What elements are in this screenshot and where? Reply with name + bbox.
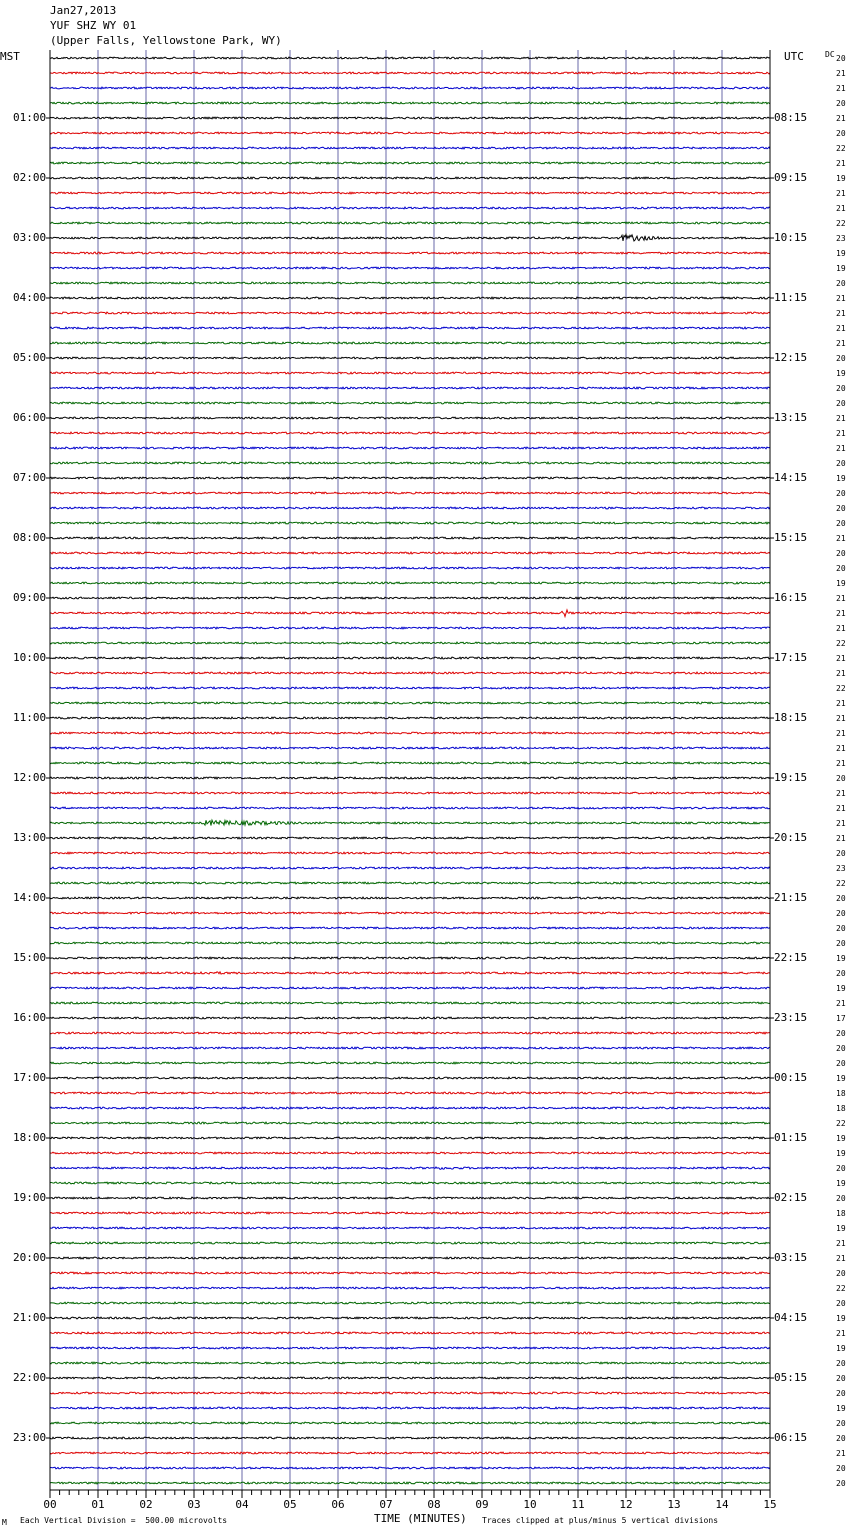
dc-offset-label: 21 (836, 1239, 846, 1248)
trace-line (50, 747, 770, 749)
dc-offset-label: 19 (836, 474, 846, 483)
dc-offset-label: 19 (836, 1179, 846, 1188)
dc-offset-label: 21 (836, 339, 846, 348)
trace-line (50, 342, 770, 344)
trace-line (50, 1062, 770, 1064)
dc-offset-label: 20 (836, 54, 846, 63)
trace-line (50, 1377, 770, 1379)
header-date: Jan27,2013 (50, 4, 117, 17)
dc-offset-label: 20 (836, 1299, 846, 1308)
trace-line (50, 1167, 770, 1169)
trace-line (50, 447, 770, 449)
trace-line (50, 597, 770, 599)
x-tick-label: 15 (763, 1498, 777, 1511)
clip-note: Traces clipped at plus/minus 5 vertical divisions (482, 1516, 719, 1525)
x-tick-label: 02 (139, 1498, 153, 1511)
trace-line (50, 177, 770, 179)
trace-line (50, 1122, 770, 1124)
right-hour-label: 18:15 (774, 711, 808, 724)
trace-line (50, 1197, 770, 1199)
left-hour-label: 01:00 (13, 111, 47, 124)
trace-line (50, 162, 770, 164)
dc-offset-label: 19 (836, 1224, 846, 1233)
trace-line (50, 252, 770, 254)
trace-line (50, 717, 770, 719)
dc-offset-label: 19 (836, 579, 846, 588)
dc-offset-label: 18 (836, 1104, 846, 1113)
trace-line (50, 234, 770, 241)
x-tick-label: 13 (667, 1498, 681, 1511)
trace-line (50, 582, 770, 584)
dc-offset-label: 17 (836, 1014, 846, 1023)
left-hour-label: 18:00 (13, 1131, 47, 1144)
trace-line (50, 87, 770, 89)
trace-line (50, 792, 770, 794)
dc-offset-label: 21 (836, 294, 846, 303)
trace-line (50, 657, 770, 659)
left-hour-label: 14:00 (13, 891, 47, 904)
trace-line (50, 327, 770, 329)
trace-line (50, 687, 770, 689)
dc-offset-label: 21 (836, 789, 846, 798)
trace-line (50, 117, 770, 119)
right-hour-label: 22:15 (774, 951, 808, 964)
trace-line (50, 1332, 770, 1334)
left-hour-label: 08:00 (13, 531, 47, 544)
right-hour-label: 05:15 (774, 1371, 808, 1384)
trace-line (50, 567, 770, 569)
dc-offset-label: 20 (836, 1419, 846, 1428)
dc-offset-label: 20 (836, 1464, 846, 1473)
dc-offset-label: 18 (836, 1089, 846, 1098)
dc-offset-label: 20 (836, 279, 846, 288)
right-hour-label: 23:15 (774, 1011, 808, 1024)
dc-offset-label: 20 (836, 969, 846, 978)
dc-offset-label: 20 (836, 894, 846, 903)
right-hour-label: 00:15 (774, 1071, 808, 1084)
trace-line (50, 1347, 770, 1349)
dc-offset-label: 22 (836, 879, 846, 888)
trace-line (50, 912, 770, 914)
left-hour-label: 21:00 (13, 1311, 47, 1324)
dc-offset-label: 20 (836, 1374, 846, 1383)
right-hour-label: 12:15 (774, 351, 808, 364)
trace-line (50, 507, 770, 509)
dc-offset-label: 22 (836, 219, 846, 228)
dc-offset-label: 22 (836, 684, 846, 693)
trace-line (50, 1452, 770, 1454)
left-hour-label: 07:00 (13, 471, 47, 484)
trace-line (50, 1092, 770, 1094)
dc-offset-label: 19 (836, 249, 846, 258)
dc-offset-label: 20 (836, 1389, 846, 1398)
dc-offset-label: 19 (836, 174, 846, 183)
dc-offset-label: 21 (836, 159, 846, 168)
dc-offset-label: 20 (836, 1434, 846, 1443)
dc-label: DC (825, 50, 835, 59)
dc-offset-label: 19 (836, 1344, 846, 1353)
dc-offset-label: 21 (836, 594, 846, 603)
dc-offset-label: 20 (836, 1164, 846, 1173)
right-hour-label: 20:15 (774, 831, 808, 844)
dc-offset-label: 20 (836, 354, 846, 363)
left-hour-label: 06:00 (13, 411, 47, 424)
dc-offset-label: 21 (836, 414, 846, 423)
dc-offset-label: 22 (836, 639, 846, 648)
dc-offset-label: 19 (836, 954, 846, 963)
dc-offset-label: 23 (836, 864, 846, 873)
trace-line (50, 1182, 770, 1184)
right-hour-label: 03:15 (774, 1251, 808, 1264)
trace-line (50, 387, 770, 389)
dc-offset-label: 21 (836, 669, 846, 678)
x-tick-label: 03 (187, 1498, 201, 1511)
trace-line (50, 972, 770, 974)
dc-offset-label: 19 (836, 1404, 846, 1413)
x-tick-label: 11 (571, 1498, 585, 1511)
dc-offset-label: 20 (836, 1059, 846, 1068)
left-hour-label: 17:00 (13, 1071, 47, 1084)
dc-offset-label: 21 (836, 609, 846, 618)
dc-offset-label: 19 (836, 984, 846, 993)
dc-offset-label: 20 (836, 1044, 846, 1053)
dc-offset-label: 21 (836, 759, 846, 768)
trace-line (50, 942, 770, 944)
trace-line (50, 672, 770, 674)
dc-offset-label: 20 (836, 1029, 846, 1038)
trace-line (50, 867, 770, 869)
header-station: YUF SHZ WY 01 (50, 19, 137, 32)
trace-line (50, 417, 770, 419)
dc-offset-label: 19 (836, 1134, 846, 1143)
x-axis-title: TIME (MINUTES) (374, 1512, 467, 1525)
dc-offset-label: 21 (836, 744, 846, 753)
dc-offset-label: 20 (836, 1359, 846, 1368)
right-hour-label: 14:15 (774, 471, 808, 484)
x-tick-label: 14 (715, 1498, 729, 1511)
right-hour-label: 10:15 (774, 231, 808, 244)
dc-offset-label: 21 (836, 534, 846, 543)
dc-offset-label: 21 (836, 444, 846, 453)
left-hour-label: 15:00 (13, 951, 47, 964)
trace-line (50, 207, 770, 209)
dc-offset-label: 18 (836, 1209, 846, 1218)
trace-line (50, 807, 770, 809)
trace-line (50, 837, 770, 839)
left-axis-label: MST (0, 50, 20, 63)
dc-offset-label: 20 (836, 399, 846, 408)
trace-line (50, 552, 770, 554)
right-hour-label: 13:15 (774, 411, 808, 424)
trace-line (50, 462, 770, 464)
trace-line (50, 610, 770, 617)
trace-line (50, 1152, 770, 1154)
dc-offset-label: 21 (836, 804, 846, 813)
trace-line (50, 1467, 770, 1469)
trace-line (50, 537, 770, 539)
trace-line (50, 267, 770, 269)
dc-offset-label: 21 (836, 699, 846, 708)
trace-line (50, 927, 770, 929)
trace-line (50, 987, 770, 989)
dc-offset-label: 21 (836, 1449, 846, 1458)
right-hour-label: 19:15 (774, 771, 808, 784)
left-hour-label: 12:00 (13, 771, 47, 784)
scale-note: Each Vertical Division = 500.00 microvolts (20, 1516, 228, 1525)
left-hour-label: 04:00 (13, 291, 47, 304)
x-tick-label: 07 (379, 1498, 393, 1511)
dc-offset-label: 20 (836, 129, 846, 138)
dc-offset-label: 20 (836, 489, 846, 498)
trace-line (50, 1137, 770, 1139)
trace-line (50, 1032, 770, 1034)
dc-offset-label: 20 (836, 924, 846, 933)
left-hour-label: 05:00 (13, 351, 47, 364)
right-hour-label: 17:15 (774, 651, 808, 664)
left-hour-label: 02:00 (13, 171, 47, 184)
trace-line (50, 1437, 770, 1439)
right-hour-label: 11:15 (774, 291, 808, 304)
dc-offset-label: 21 (836, 1329, 846, 1338)
trace-line (50, 477, 770, 479)
trace-line (50, 102, 770, 104)
right-hour-label: 21:15 (774, 891, 808, 904)
dc-offset-label: 22 (836, 144, 846, 153)
dc-offset-label: 21 (836, 834, 846, 843)
trace-line (50, 222, 770, 224)
dc-offset-label: 20 (836, 459, 846, 468)
dc-offset-label: 21 (836, 324, 846, 333)
dc-offset-label: 21 (836, 69, 846, 78)
dc-offset-label: 19 (836, 1314, 846, 1323)
trace-line (50, 372, 770, 374)
trace-line (50, 642, 770, 644)
dc-offset-label: 21 (836, 624, 846, 633)
trace-line (50, 1242, 770, 1244)
trace-line (50, 522, 770, 524)
right-hour-label: 01:15 (774, 1131, 808, 1144)
left-hour-label: 11:00 (13, 711, 47, 724)
x-tick-label: 10 (523, 1498, 537, 1511)
trace-line (50, 312, 770, 314)
trace-line (50, 72, 770, 74)
trace-line (50, 432, 770, 434)
trace-line (50, 1227, 770, 1229)
trace-line (50, 1392, 770, 1394)
dc-offset-label: 21 (836, 999, 846, 1008)
trace-line (50, 1422, 770, 1424)
dc-offset-label: 22 (836, 1284, 846, 1293)
right-hour-label: 04:15 (774, 1311, 808, 1324)
trace-line (50, 1272, 770, 1274)
left-hour-label: 22:00 (13, 1371, 47, 1384)
dc-offset-label: 20 (836, 1194, 846, 1203)
dc-offset-label: 20 (836, 909, 846, 918)
trace-line (50, 297, 770, 299)
trace-line (50, 1107, 770, 1109)
left-hour-label: 20:00 (13, 1251, 47, 1264)
corner-mark: M (2, 1518, 7, 1527)
trace-line (50, 1482, 770, 1484)
trace-line (50, 402, 770, 404)
dc-offset-label: 23 (836, 234, 846, 243)
right-hour-label: 02:15 (774, 1191, 808, 1204)
trace-line (50, 282, 770, 284)
trace-line (50, 702, 770, 704)
x-tick-label: 06 (331, 1498, 345, 1511)
dc-offset-label: 20 (836, 774, 846, 783)
left-hour-label: 16:00 (13, 1011, 47, 1024)
dc-offset-label: 20 (836, 849, 846, 858)
dc-offset-label: 22 (836, 1119, 846, 1128)
left-hour-label: 13:00 (13, 831, 47, 844)
trace-line (50, 820, 770, 825)
dc-offset-label: 19 (836, 1074, 846, 1083)
dc-offset-label: 21 (836, 84, 846, 93)
dc-offset-label: 19 (836, 1149, 846, 1158)
dc-offset-label: 21 (836, 714, 846, 723)
dc-offset-label: 21 (836, 189, 846, 198)
x-tick-label: 01 (91, 1498, 105, 1511)
right-hour-label: 15:15 (774, 531, 808, 544)
dc-offset-label: 20 (836, 99, 846, 108)
x-tick-label: 04 (235, 1498, 249, 1511)
left-hour-label: 23:00 (13, 1431, 47, 1444)
trace-line (50, 1362, 770, 1364)
trace-line (50, 1017, 770, 1019)
dc-offset-label: 21 (836, 309, 846, 318)
dc-offset-label: 21 (836, 819, 846, 828)
right-hour-label: 16:15 (774, 591, 808, 604)
trace-line (50, 147, 770, 149)
trace-line (50, 1302, 770, 1304)
trace-line (50, 627, 770, 629)
dc-offset-label: 20 (836, 384, 846, 393)
trace-line (50, 777, 770, 779)
dc-offset-label: 21 (836, 204, 846, 213)
dc-offset-label: 19 (836, 264, 846, 273)
dc-offset-label: 20 (836, 549, 846, 558)
dc-offset-label: 21 (836, 1254, 846, 1263)
dc-offset-label: 20 (836, 939, 846, 948)
x-tick-label: 05 (283, 1498, 297, 1511)
trace-line (50, 1047, 770, 1049)
trace-line (50, 852, 770, 854)
dc-offset-label: 19 (836, 369, 846, 378)
right-hour-label: 06:15 (774, 1431, 808, 1444)
x-tick-label: 00 (43, 1498, 57, 1511)
trace-line (50, 132, 770, 134)
x-tick-label: 09 (475, 1498, 489, 1511)
x-tick-label: 12 (619, 1498, 633, 1511)
trace-line (50, 1212, 770, 1214)
x-tick-label: 08 (427, 1498, 441, 1511)
trace-line (50, 492, 770, 494)
dc-offset-label: 21 (836, 729, 846, 738)
dc-offset-label: 20 (836, 1479, 846, 1488)
trace-line (50, 762, 770, 764)
dc-offset-label: 21 (836, 114, 846, 123)
dc-offset-label: 20 (836, 564, 846, 573)
dc-offset-label: 21 (836, 654, 846, 663)
dc-offset-label: 20 (836, 1269, 846, 1278)
trace-line (50, 1077, 770, 1079)
left-hour-label: 09:00 (13, 591, 47, 604)
trace-line (50, 357, 770, 359)
dc-offset-label: 20 (836, 504, 846, 513)
trace-line (50, 957, 770, 959)
header-location: (Upper Falls, Yellowstone Park, WY) (50, 34, 282, 47)
trace-line (50, 57, 770, 59)
right-axis-label: UTC (784, 50, 804, 63)
trace-line (50, 1407, 770, 1409)
right-hour-label: 08:15 (774, 111, 808, 124)
trace-line (50, 192, 770, 194)
trace-line (50, 882, 770, 884)
trace-line (50, 1002, 770, 1004)
dc-offset-label: 20 (836, 519, 846, 528)
trace-line (50, 1317, 770, 1319)
left-hour-label: 19:00 (13, 1191, 47, 1204)
trace-line (50, 732, 770, 734)
left-hour-label: 10:00 (13, 651, 47, 664)
trace-line (50, 1257, 770, 1259)
dc-offset-label: 21 (836, 429, 846, 438)
trace-line (50, 897, 770, 899)
left-hour-label: 03:00 (13, 231, 47, 244)
trace-line (50, 1287, 770, 1289)
right-hour-label: 09:15 (774, 171, 808, 184)
